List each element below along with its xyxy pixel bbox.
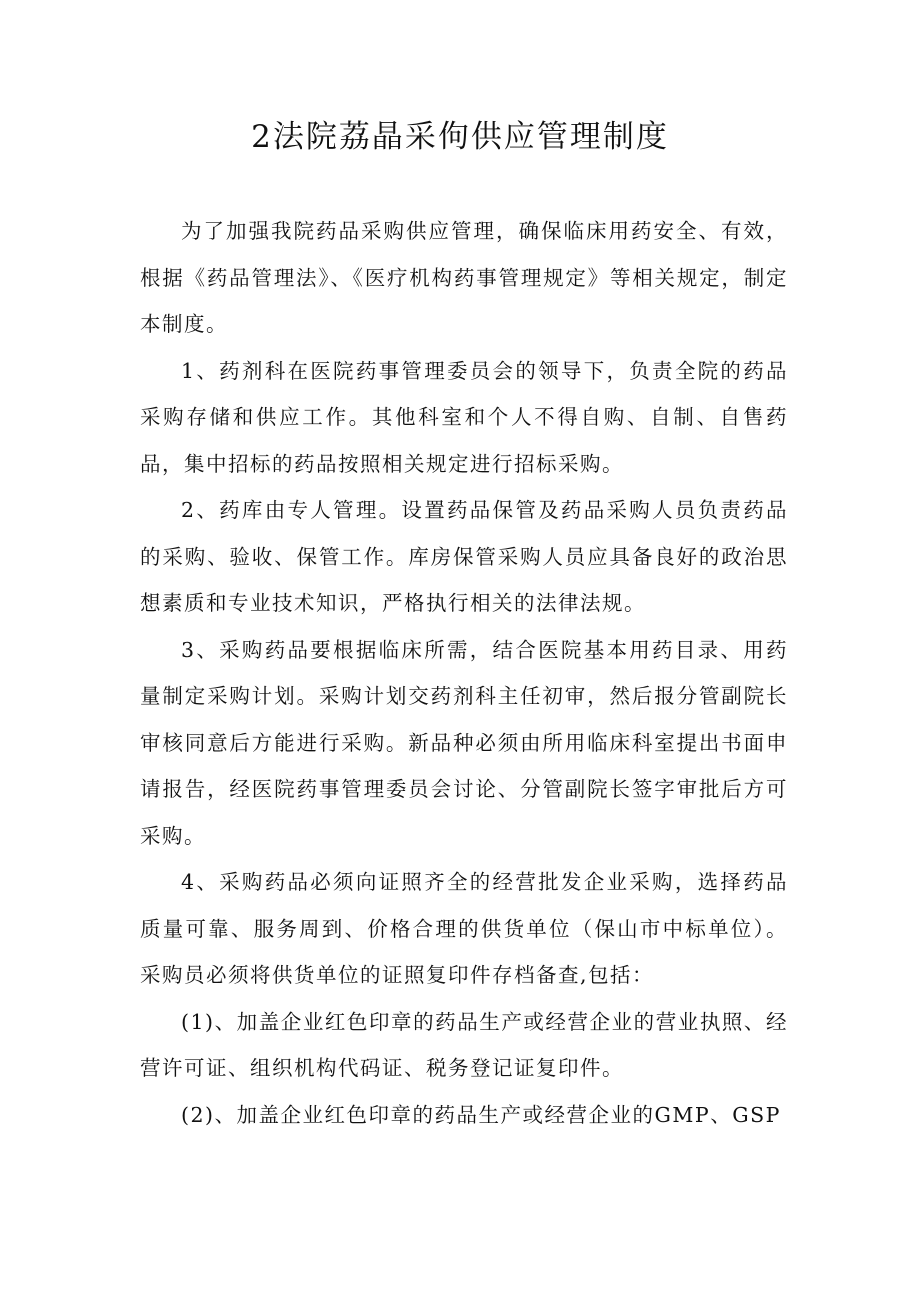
paragraph-subitem-2: (2)、加盖企业红色印章的药品生产或经营企业的GMP、GSP [181, 1102, 781, 1127]
document-body [140, 208, 788, 1138]
paragraph-item-1: 1、药剂科在医院药事管理委员会的领导下，负责全院的药品采购存储和供应工作。其他科室和个人不得自购、自制、自售药品，集中招标的药品按照相关规定进行招标采购。 [140, 358, 788, 476]
paragraph-item-4: 4、采购药品必须向证照齐全的经营批发企业采购，选择药品质量可靠、服务周到、价格合理的供货单位（保山市中标单位）。采购员必须将供货单位的证照复印件存档备查,包括： [140, 870, 788, 987]
paragraph-subitem-1: (1)、加盖企业红色印章的药品生产或经营企业的营业执照、经营许可证、组织机构代码证、税务登记证复印件。 [140, 1009, 788, 1080]
paragraph-item-2: 2、药库由专人管理。设置药品保管及药品采购人员负责药品的采购、验收、保管工作。库房保管采购人员应具备良好的政治思想素质和专业技术知识，严格执行相关的法律法规。 [140, 498, 788, 615]
document-title: 2法院荔晶采佝供应管理制度 [251, 119, 669, 155]
paragraph-item-3: 3、采购药品要根据临床所需，结合医院基本用药目录、用药量制定采购计划。采购计划交药剂科主任初审，然后报分管副院长审核同意后方能进行采购。新品种必须由所用临床科室提出书面申请报告，经医院药事管理委员会讨论、分管副院长签字审批后方可采购。 [140, 637, 788, 848]
paragraph-intro: 为了加强我院药品采购供应管理，确保临床用药安全、有效，根据《药品管理法》、《医疗机构药事管理规定》等相关规定，制定本制度。 [140, 219, 788, 336]
